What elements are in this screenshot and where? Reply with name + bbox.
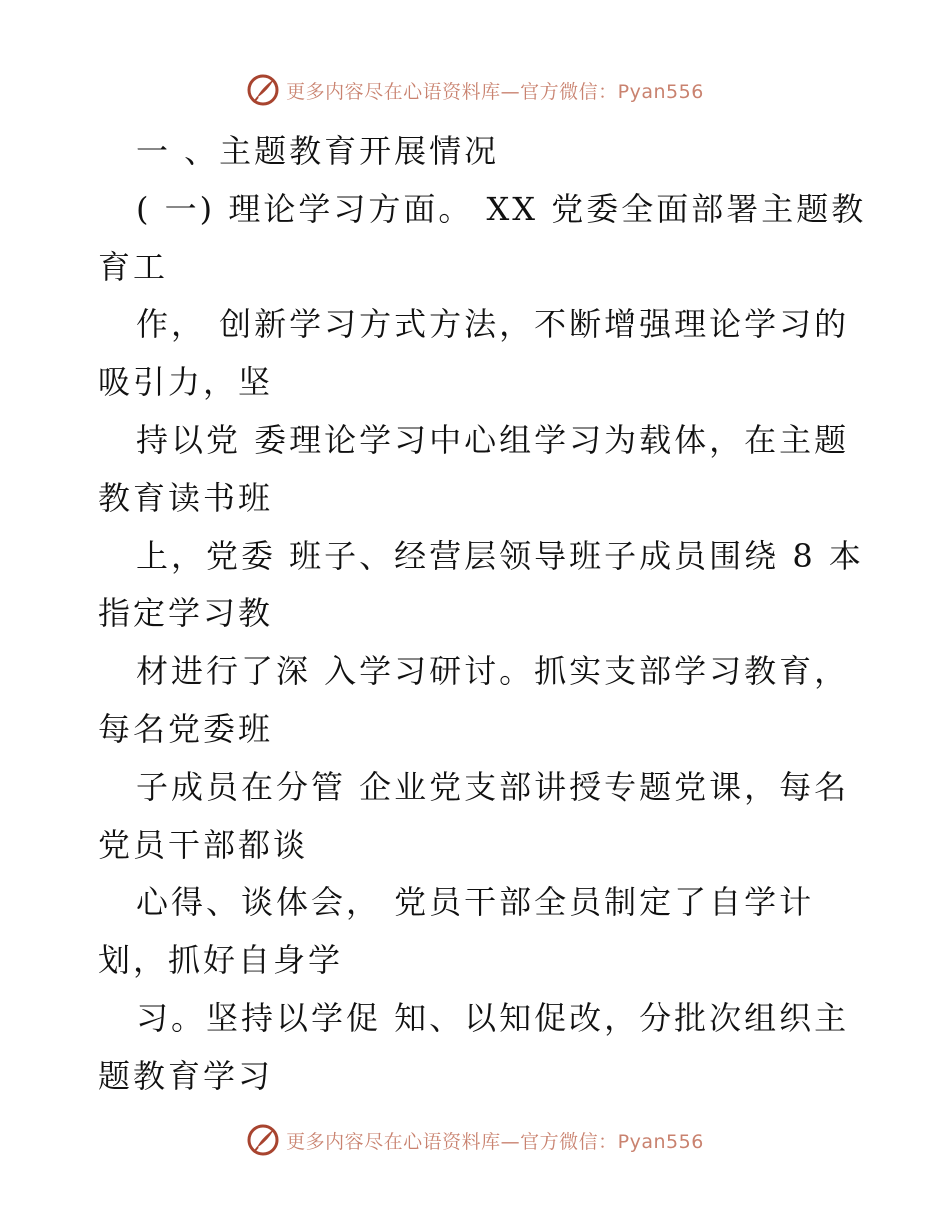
watermark-header	[0, 70, 950, 110]
document-body	[98, 123, 867, 1106]
text-line: 心得、谈体会， 党员干部全员制定了自学计	[136, 883, 815, 922]
text-line: 划，抓好自身学	[98, 941, 344, 980]
text-line: 一 、主题教育开展情况	[136, 132, 500, 170]
text-line: 上，党委 班子、经营层领导班子成员围绕 8 本	[136, 536, 864, 575]
text-line: 作， 创新学习方式方法，不断增强理论学习的	[136, 305, 850, 344]
text-line: 习。坚持以学促 知、以知促改，分批次组织主	[136, 998, 850, 1037]
watermark-footer	[0, 1120, 950, 1160]
text-line: 党员干部都谈	[98, 825, 309, 864]
text-line: 指定学习教	[98, 594, 274, 633]
feather-pen-logo-icon	[246, 1123, 280, 1157]
text-line: 子成员在分管 企业党支部讲授专题党课，每名	[136, 767, 850, 806]
text-line: 吸引力，坚	[98, 363, 274, 402]
text-line: ( 一) 理论学习方面。 XX 党委全面部署主题教	[136, 189, 867, 228]
text-line: 教育读书班	[98, 478, 274, 517]
watermark-text: 更多内容尽在心语资料库—官方微信：Pyan556	[286, 80, 704, 103]
watermark-text: 更多内容尽在心语资料库—官方微信：Pyan556	[286, 1130, 704, 1153]
text-line: 每名党委班	[98, 709, 274, 748]
text-line: 题教育学习	[98, 1056, 274, 1095]
text-line: 育工	[98, 247, 169, 286]
text-line: 材进行了深 入学习研讨。抓实支部学习教育，	[136, 652, 850, 691]
feather-pen-logo-icon	[246, 73, 280, 107]
text-line: 持以党 委理论学习中心组学习为载体，在主题	[136, 420, 850, 459]
